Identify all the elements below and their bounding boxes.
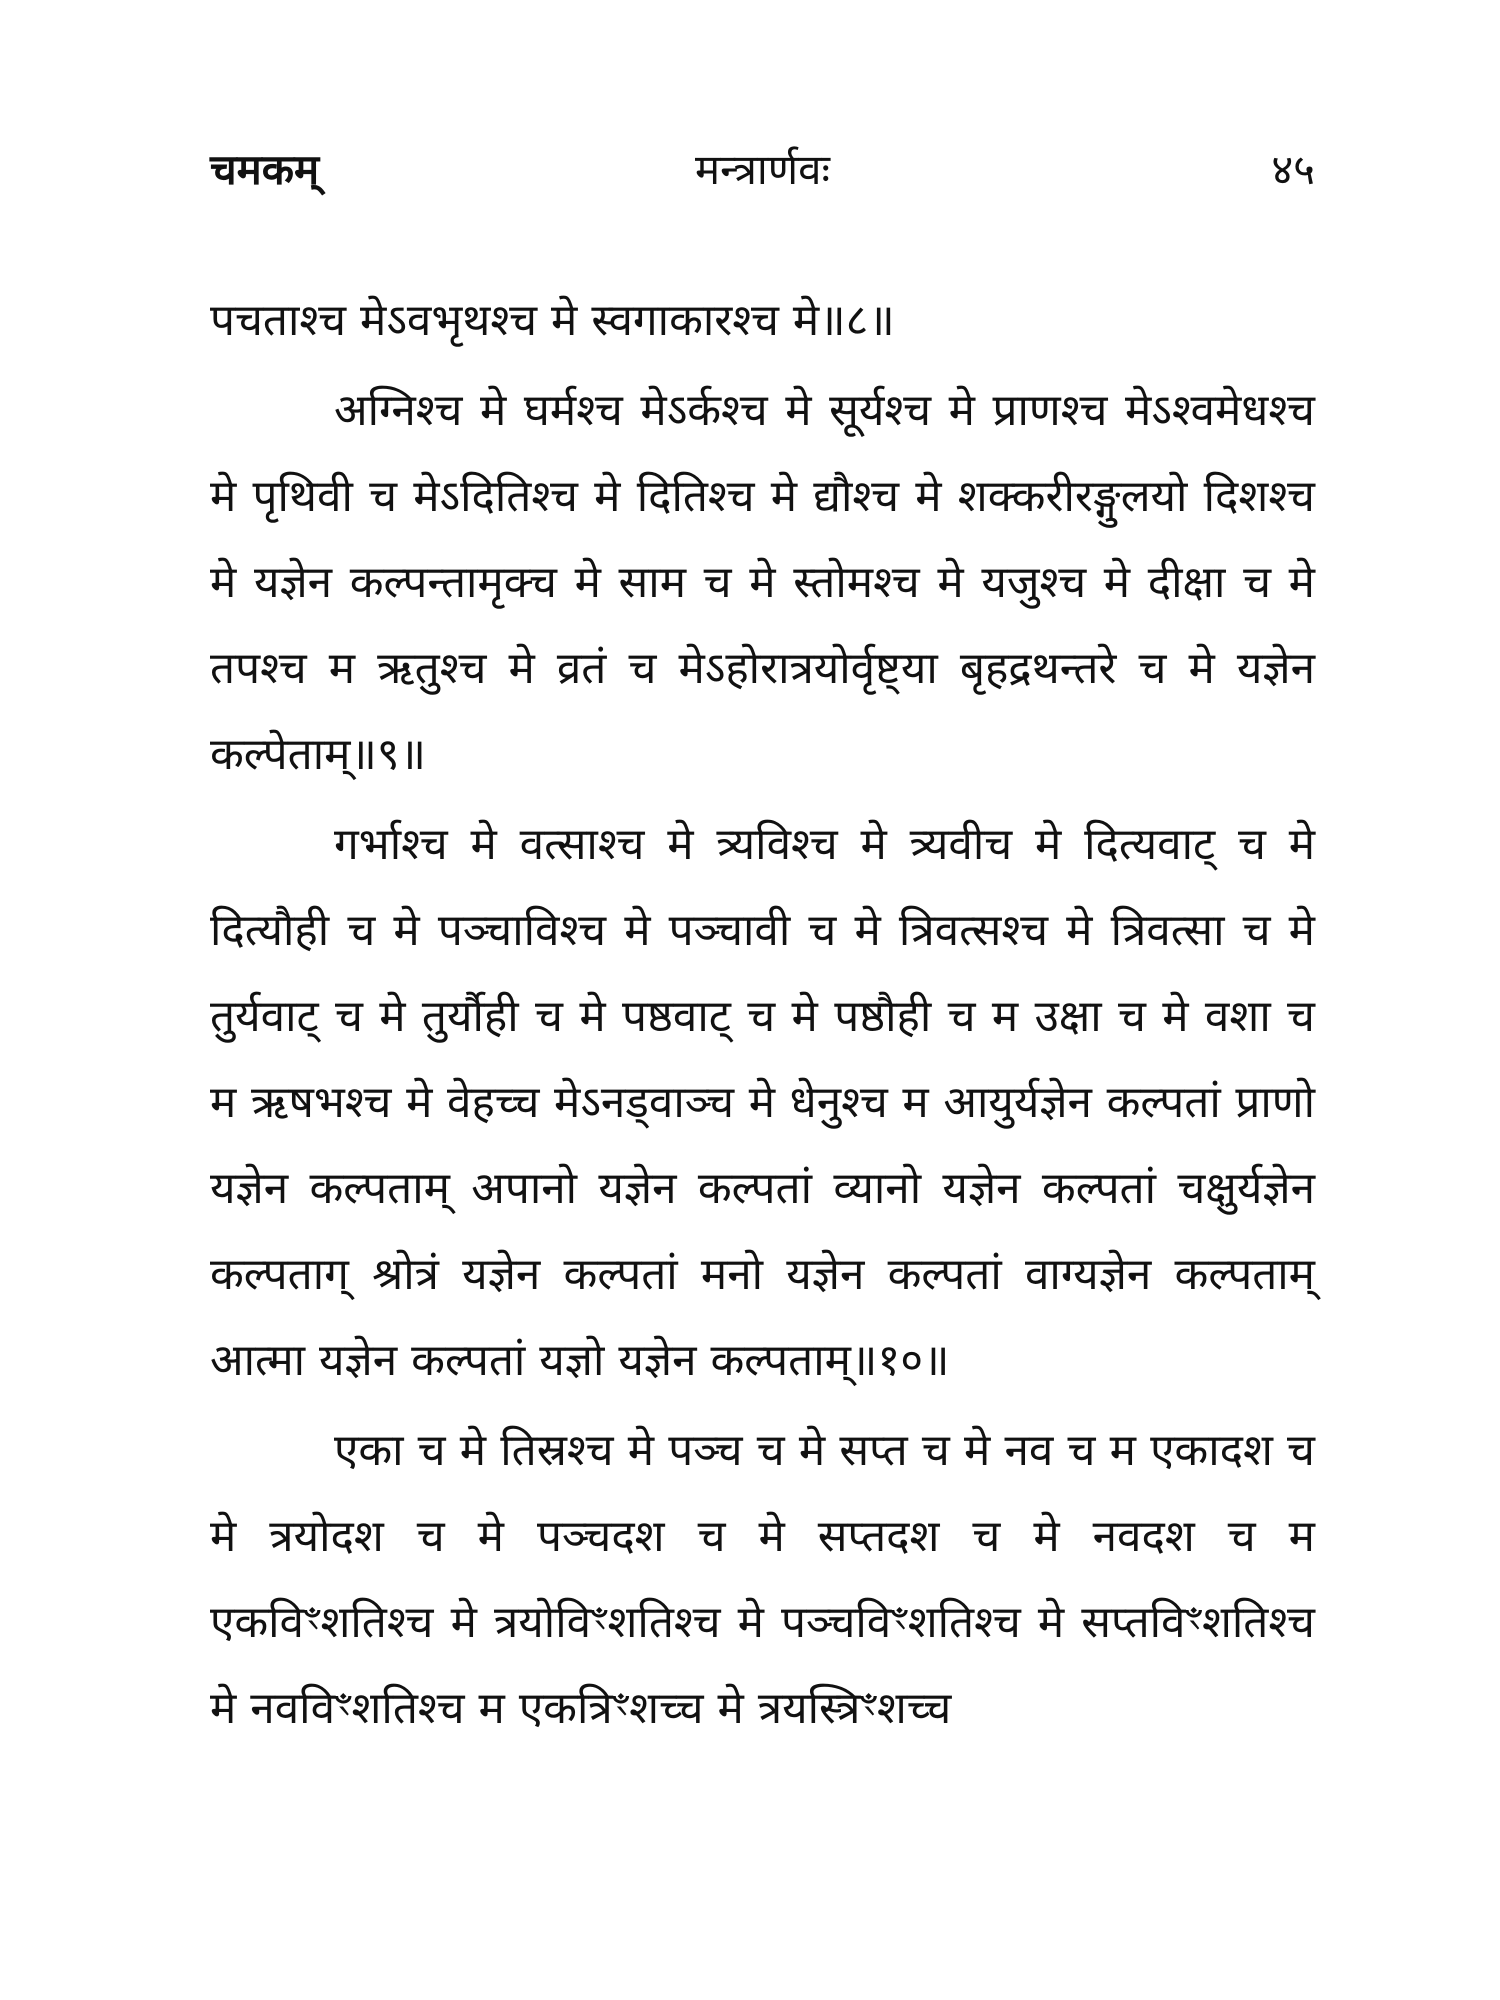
page-header — [210, 140, 1315, 210]
page-body — [210, 278, 1315, 1752]
book-title: मन्त्रार्णवः — [694, 145, 831, 194]
verse-10: गर्भाश्च मे वत्साश्च मे त्र्यविश्च मे त्र्यवीच मे दित्यवाट् च मे दित्यौही च मे पञ्चाविश्च मे पञ्चावी च मे त्रिवत्सश्च मे त्रिवत्सा च मे तुर्यवाट् च मे तुर्यौही च मे पष्ठवाट् च मे पष्ठौही च म उक्षा च मे वशा च म ऋषभश्च मे वेहच्च मेऽनड्वाञ्च मे धेनुश्च म आयुर्यज्ञेन कल्पतां प्राणो यज्ञेन कल्पताम् अपानो यज्ञेन कल्पतां व्यानो यज्ञेन कल्पतां चक्षुर्यज्ञेन कल्पताग् श्रोत्रं यज्ञेन कल्पतां मनो यज्ञेन कल्पतां वाग्यज्ञेन कल्पताम् आत्मा यज्ञेन कल्पतां यज्ञो यज्ञेन कल्पताम्॥१०॥ — [210, 819, 1315, 1386]
page-number: ४५ — [1271, 145, 1315, 194]
document-page — [210, 140, 1315, 1960]
verse-11-start: एका च मे तिस्रश्च मे पञ्च च मे सप्त च मे नव च म एकादश च मे त्रयोदश च मे पञ्चदश च मे सप्तदश च मे नवदश च म एकविꣳशतिश्च मे त्रयोविꣳशतिश्च मे पञ्चविꣳशतिश्च मे सप्तविꣳशतिश्च मे नवविꣳशतिश्च म एकत्रिꣳशच्च मे त्रयस्त्रिꣳशच्च — [210, 1425, 1315, 1734]
verse-8-ending: पचताश्च मेऽवभृथश्च मे स्वगाकारश्च मे॥८॥ — [210, 295, 895, 346]
section-title: चमकम् — [210, 145, 320, 194]
verse-9: अग्निश्च मे घर्मश्च मेऽर्कश्च मे सूर्यश्च मे प्राणश्च मेऽश्वमेधश्च मे पृथिवी च मेऽदितिश्च मे दितिश्च मे द्यौश्च मे शक्करीरङ्गुलयो दिशश्च मे यज्ञेन कल्पन्तामृक्च मे साम च मे स्तोमश्च मे यजुश्च मे दीक्षा च मे तपश्च म ऋतुश्च मे व्रतं च मेऽहोरात्रयोर्वृष्ट्या बृहद्रथन्तरे च मे यज्ञेन कल्पेताम्॥९॥ — [210, 385, 1315, 780]
